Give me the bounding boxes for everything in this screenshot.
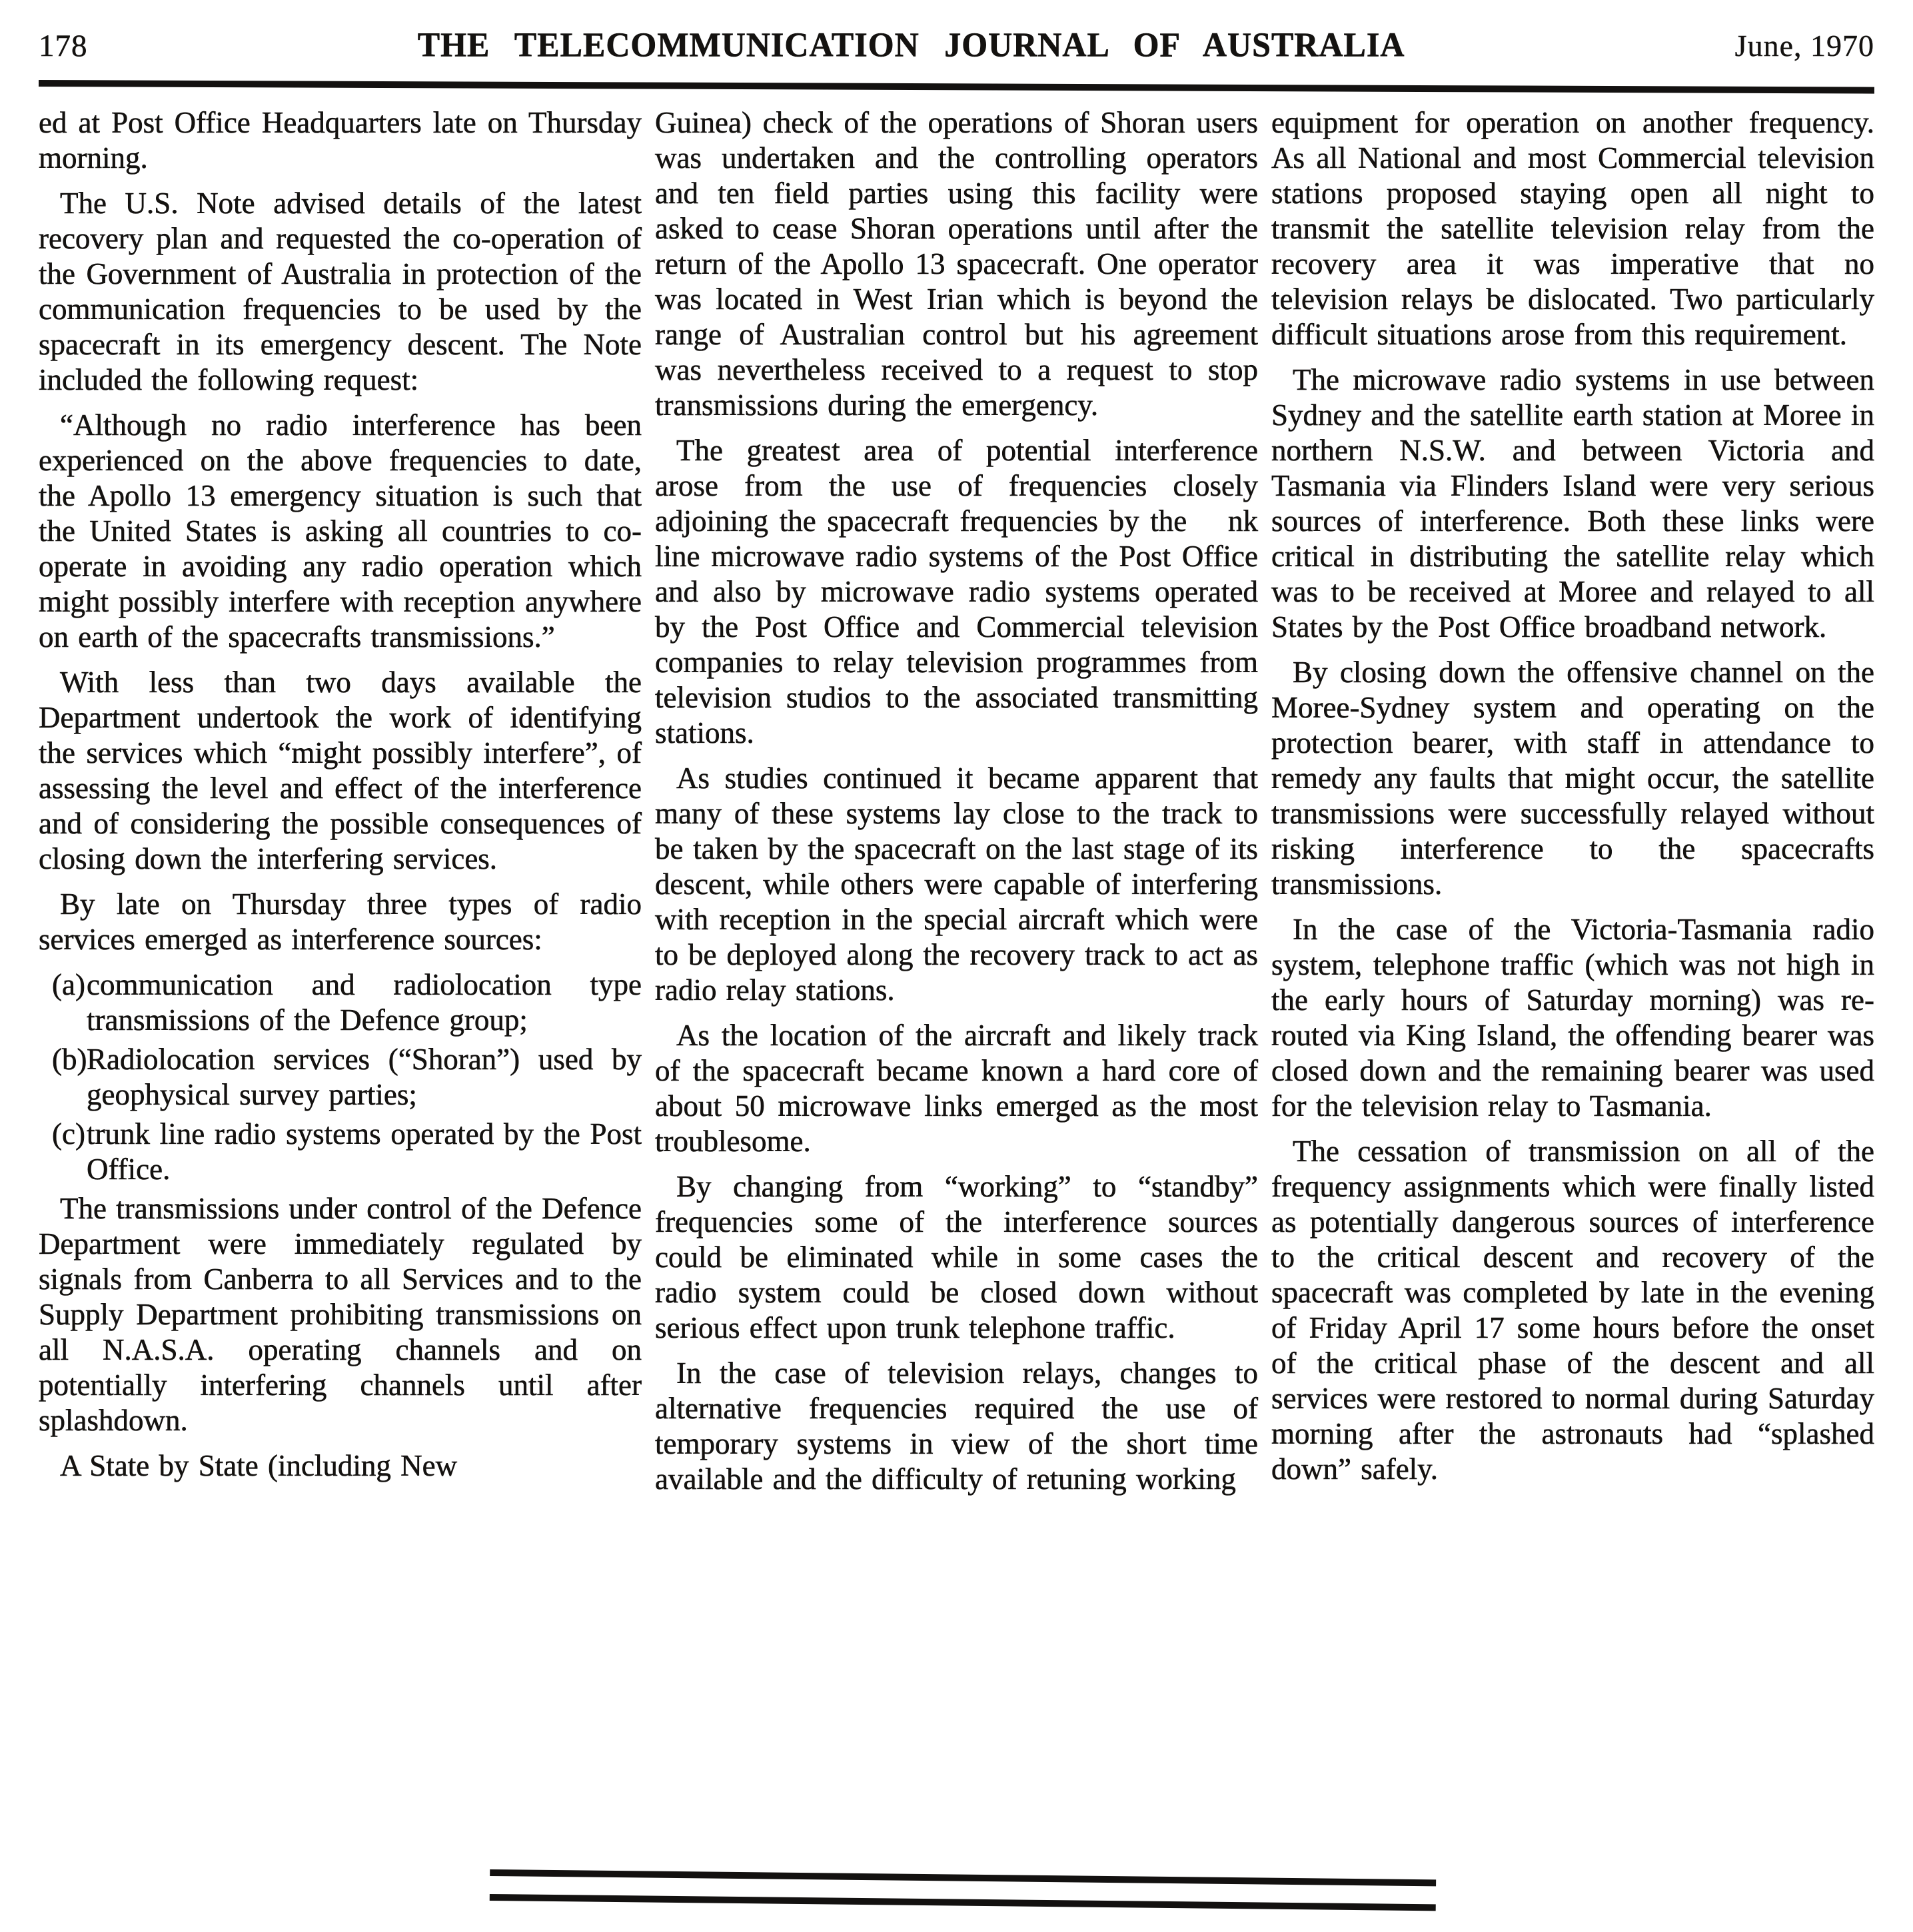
list-item-label: (b): [52, 1043, 87, 1076]
page-number: 178: [39, 29, 88, 63]
paragraph: By closing down the offensive channel on the Moree-Sydney system and operating on the protection bearer, with staff in attendance to remedy any faults that might occur, the satellite transmissions were successfully relayed without risking interference to the spacecrafts transmissions.: [1271, 656, 1874, 901]
paragraph: With less than two days available the Department undertook the work of identifying the services which “might possibly interfere”, of assessing the level and effect of the interference and of considering the possible consequences of closing down the interfering services.: [39, 666, 642, 875]
column-3: [1271, 105, 1874, 1507]
list-item: [39, 967, 642, 1038]
journal-title: THE TELECOMMUNICATION JOURNAL OF AUSTRALIA: [417, 25, 1405, 65]
paragraph: The microwave radio systems in use between Sydney and the satellite earth station at Moree in northern N.S.W. and between Victoria and Tasmania via Flinders Island were very serious sources of interference. Both these links were critical in distributing the satellite relay which was to be received at Moree and relayed to all States by the Post Office broadband network.: [1271, 363, 1874, 644]
paragraph: ed at Post Office Headquarters late on Thursday morning.: [39, 106, 642, 175]
list-item-text: Radiolocation services (“Shoran”) used by geophysical survey parties;: [87, 1043, 642, 1111]
paragraph: By late on Thursday three types of radio services emerged as interference sources:: [39, 887, 642, 956]
list-item-text: trunk line radio systems operated by the Post Office.: [87, 1117, 642, 1186]
end-rule-top-bar: [490, 1869, 1436, 1886]
end-of-article-rule: [490, 1869, 1436, 1911]
paragraph: The U.S. Note advised details of the latest recovery plan and requested the co-operation of the Government of Australia in protection of the communication frequencies to be used by the spacecraft in its emergency descent. The Note included the following request:: [39, 187, 642, 396]
paragraph: In the case of television relays, changes to alternative frequencies required the use of temporary systems in view of the short time available and the difficulty of retuning working: [655, 1356, 1258, 1496]
end-rule-bottom-bar: [490, 1894, 1436, 1911]
paragraph: In the case of the Victoria-Tasmania radio system, telephone traffic (which was not high in the early hours of Saturday morning) was re-routed via King Island, the offending bearer was closed down and the remaining bearer was used for the television relay to Tasmania.: [1271, 913, 1874, 1123]
list-item-label: (c): [52, 1117, 85, 1151]
paragraph: As studies continued it became apparent that many of these systems lay close to the track to be taken by the spacecraft on the last stage of its descent, while others were capable of interfering with reception in the special aircraft which were to be deployed along the recovery track to act as radio relay stations.: [655, 761, 1258, 1007]
column-2: [655, 105, 1258, 1507]
column-1: [39, 105, 642, 1507]
list-item: [39, 1042, 642, 1113]
paragraph: The transmissions under control of the Defence Department were immediately regulated by signals from Canberra to all Services and to the Supply Department prohibiting transmissions on all N.A.S.A. operating channels and on potentially interfering channels until after splashdown.: [39, 1192, 642, 1437]
paragraph: As the location of the aircraft and likely track of the spacecraft became known a hard core of about 50 microwave links emerged as the most troublesome.: [655, 1019, 1258, 1158]
paragraph: The greatest area of potential interference arose from the use of frequencies closely adjoining the spacecraft frequencies by the nk line microwave radio systems of the Post Office and also by microwave radio systems operated by the Post Office and Commercial television companies to relay television programmes from television studios to the associated transmitting stations.: [655, 434, 1258, 749]
paragraph: A State by State (including New: [60, 1449, 458, 1482]
paragraph: By changing from “working” to “standby” frequencies some of the interference sources could be eliminated while in some cases the radio system could be closed down without serious effect upon trunk telephone traffic.: [655, 1170, 1258, 1344]
paragraph: Guinea) check of the operations of Shoran users was undertaken and the controlling operators and ten field parties using this facility were asked to cease Shoran operations until after the return of the Apollo 13 spacecraft. One operator was located in West Irian which is beyond the range of Australian control but his agreement was nevertheless received to a request to stop transmissions during the emergency.: [655, 106, 1258, 422]
list-item-text: communication and radiolocation type transmissions of the Defence group;: [87, 968, 642, 1037]
page-header: [39, 25, 1874, 64]
issue-date: June, 1970: [1734, 29, 1874, 63]
article-columns: [39, 105, 1874, 1507]
paragraph: The cessation of transmission on all of the frequency assignments which were finally listed as potentially dangerous sources of interference to the critical descent and recovery of the spacecraft was completed by late in the evening of Friday April 17 some hours before the onset of the critical phase of the descent and all services were restored to normal during Saturday morning after the astronauts had “splashed down” safely.: [1271, 1135, 1874, 1486]
paragraph: equipment for operation on another frequency. As all National and most Commercial television stations proposed staying open all night to transmit the satellite television relay from the recovery area it was imperative that no television relays be dislocated. Two particularly difficult situations arose from this requirement.: [1271, 106, 1874, 351]
paragraph: “Although no radio interference has been experienced on the above frequencies to date, the Apollo 13 emergency situation is such that the United States is asking all countries to co-operate in avoiding any radio operation which might possibly interfere with reception anywhere on earth of the spacecrafts transmissions.”: [39, 408, 642, 654]
header-rule: [39, 80, 1874, 94]
list-item-label: (a): [52, 968, 85, 1001]
list-item: [39, 1117, 642, 1187]
